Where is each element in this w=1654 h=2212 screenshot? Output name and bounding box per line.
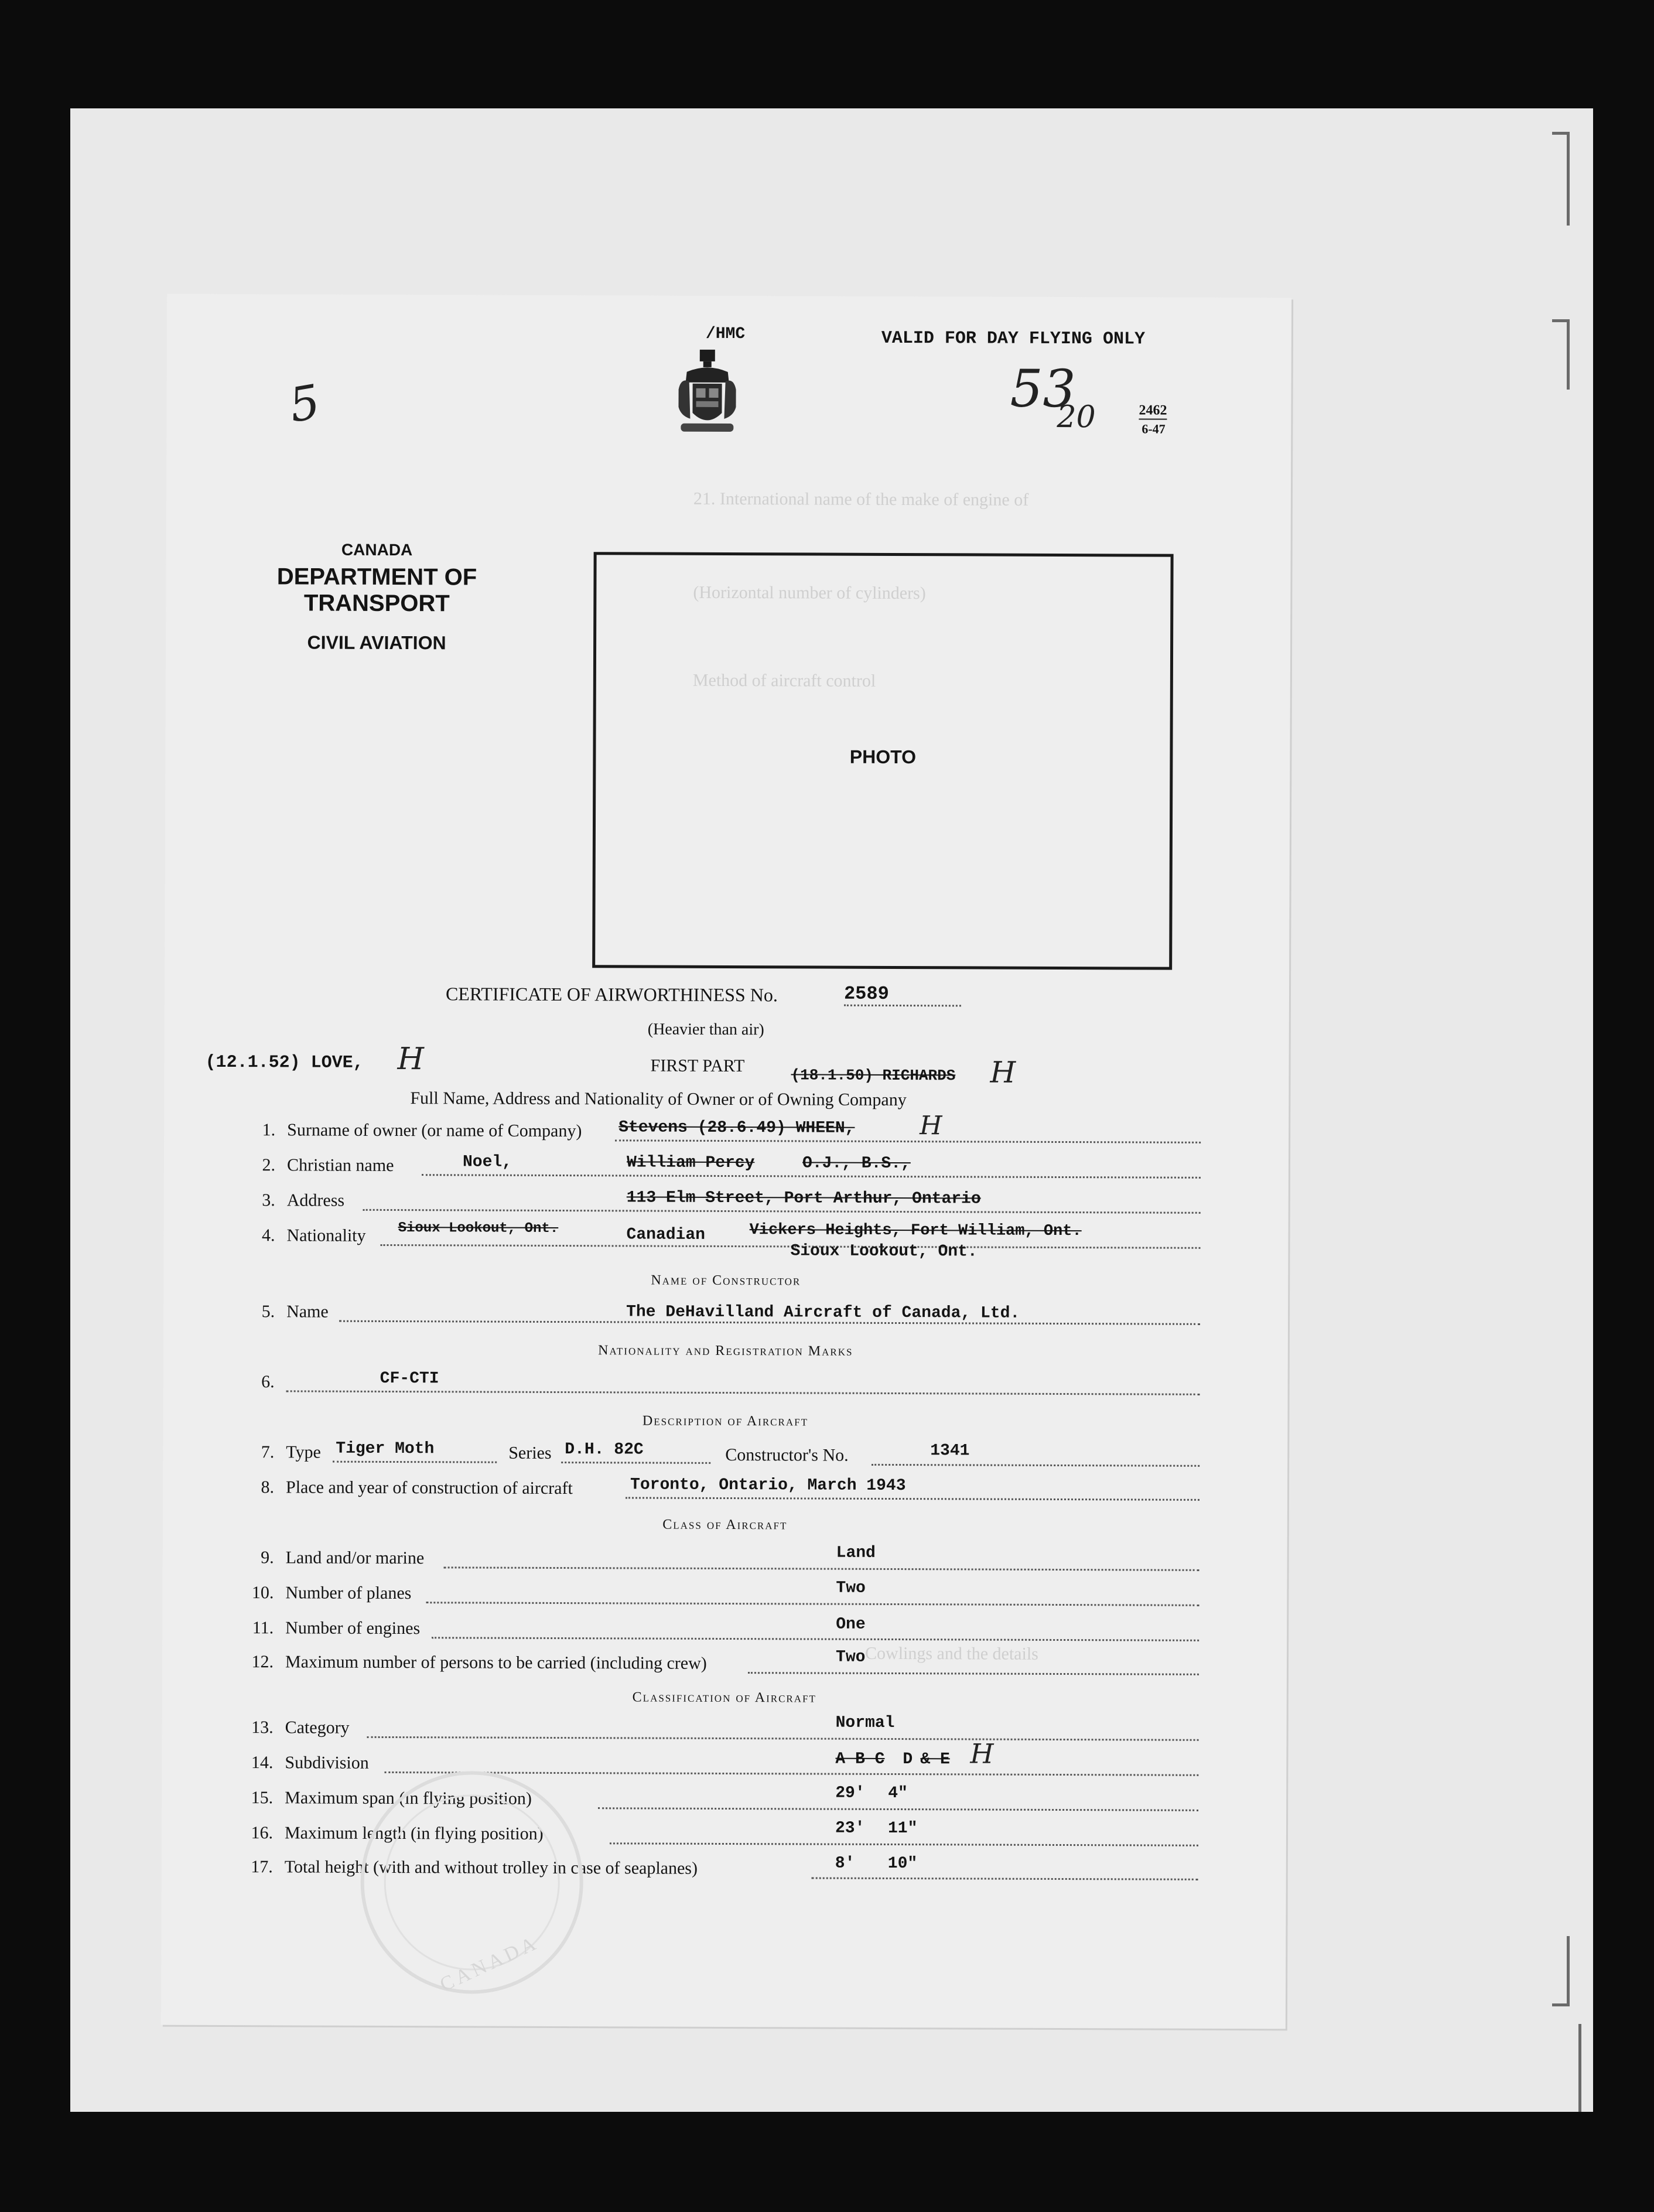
constructor-no-value: 1341 xyxy=(930,1442,970,1460)
dotted-line xyxy=(432,1620,1199,1641)
engines-label: Number of engines xyxy=(285,1618,421,1638)
dotted-line xyxy=(748,1655,1199,1675)
length-inches: 11" xyxy=(887,1819,918,1838)
subdivision-label: Subdivision xyxy=(285,1753,369,1773)
bleed-through-text: 21. International name of the make of engine of xyxy=(693,489,1029,510)
certificate-subtitle: (Heavier than air) xyxy=(647,1020,764,1039)
crop-mark-top-right xyxy=(1552,132,1570,226)
dotted-line xyxy=(367,1719,1199,1741)
photo-box xyxy=(592,552,1173,970)
bleed-through-text: (Horizontal number of cylinders) xyxy=(693,582,926,603)
owner-heading: Full Name, Address and Nationality of Owner or of Owning Company xyxy=(410,1088,907,1110)
file-reference: /HMC xyxy=(705,325,746,344)
crop-mark-bottom-right xyxy=(1570,2024,1581,2112)
field-number: 8. xyxy=(261,1477,275,1497)
previous-owner-struck: (18.1.50) RICHARDS xyxy=(791,1066,956,1085)
certificate-page xyxy=(161,294,1291,2029)
margin-handwriting: 5 xyxy=(285,374,324,433)
span-label: Maximum span (in flying position) xyxy=(285,1788,532,1808)
christian-name-struck: William Percy xyxy=(626,1153,755,1173)
nationality-value: Canadian xyxy=(626,1226,706,1244)
address-label: Address xyxy=(286,1190,345,1210)
form-date: 6-47 xyxy=(1142,421,1166,436)
address-value-struck: 113 Elm Street, Port Arthur, Ontario xyxy=(626,1189,981,1209)
field-number: 9. xyxy=(261,1548,274,1568)
dotted-line xyxy=(384,1754,1198,1776)
field-number: 7. xyxy=(261,1442,275,1462)
type-value: Tiger Moth xyxy=(336,1439,435,1459)
subdivision-initials: H xyxy=(970,1737,994,1770)
class-heading: Class of Aircraft xyxy=(662,1517,788,1533)
subdivision-struck: A B C xyxy=(835,1750,885,1769)
field-number: 17. xyxy=(251,1857,273,1877)
department-block xyxy=(271,540,483,654)
valid-for-day-flying: VALID FOR DAY FLYING ONLY xyxy=(881,328,1146,350)
height-inches: 10" xyxy=(887,1854,918,1873)
christian-name-struck-2: O.J., B.S., xyxy=(802,1154,911,1173)
field-number: 1. xyxy=(262,1120,276,1140)
nationality-struck: Sioux Lookout, Ont. xyxy=(398,1220,559,1237)
department-line-3: CIVIL AVIATION xyxy=(307,631,446,654)
field-number: 10. xyxy=(251,1583,274,1603)
crop-mark-right-mid xyxy=(1552,319,1570,390)
field-number: 5. xyxy=(261,1302,275,1322)
field-number: 6. xyxy=(261,1372,275,1392)
category-label: Category xyxy=(285,1718,350,1737)
photo-label: PHOTO xyxy=(849,746,917,768)
subdivision-struck-2: & E xyxy=(920,1750,950,1769)
field-number: 16. xyxy=(251,1823,274,1843)
stamp-text: CANADA xyxy=(436,1931,542,1996)
constructor-name-label: Name xyxy=(286,1302,329,1322)
constructor-name-value: The DeHavilland Aircraft of Canada, Ltd. xyxy=(626,1303,1020,1323)
field-number: 4. xyxy=(261,1226,275,1245)
part-initials: H xyxy=(990,1055,1016,1090)
length-feet: 23' xyxy=(835,1819,865,1838)
country-label: CANADA xyxy=(341,540,413,559)
subdivision-value: D xyxy=(903,1750,913,1769)
classification-heading: Classification of Aircraft xyxy=(632,1689,816,1706)
first-part-heading: FIRST PART xyxy=(650,1056,745,1076)
handwritten-mark: 20 xyxy=(1057,399,1096,435)
registration-value: CF-CTI xyxy=(380,1369,439,1388)
left-initials: H xyxy=(397,1042,425,1077)
department-line-2: TRANSPORT xyxy=(303,590,450,617)
certificate-number: 2589 xyxy=(844,983,961,1007)
field-number: 14. xyxy=(251,1753,274,1773)
constructor-heading: Name of Constructor xyxy=(651,1272,801,1289)
field-number: 11. xyxy=(252,1618,274,1638)
crop-mark-right-low xyxy=(1552,1936,1570,2006)
dotted-line xyxy=(872,1447,1200,1467)
field-number: 2. xyxy=(262,1155,276,1175)
persons-value: Two xyxy=(835,1648,866,1667)
form-number: 2462 xyxy=(1139,402,1167,419)
coat-of-arms-icon xyxy=(675,349,740,436)
engines-value: One xyxy=(836,1615,866,1634)
planes-value: Two xyxy=(836,1579,866,1597)
constructor-no-label: Constructor's No. xyxy=(725,1445,849,1465)
span-inches: 4" xyxy=(888,1784,908,1803)
description-heading: Description of Aircraft xyxy=(642,1413,809,1429)
dotted-line xyxy=(426,1585,1199,1606)
nationality-label: Nationality xyxy=(286,1226,366,1245)
dotted-line xyxy=(812,1861,1198,1880)
span-feet: 29' xyxy=(835,1784,865,1803)
left-note: (12.1.52) LOVE, xyxy=(205,1052,364,1073)
persons-label: Maximum number of persons to be carried (including crew) xyxy=(285,1652,707,1673)
surname-value-struck: Stevens (28.6.49) WHEEN, xyxy=(618,1118,855,1138)
department-line-1: DEPARTMENT OF xyxy=(276,564,477,590)
christian-name-label: Christian name xyxy=(286,1155,394,1176)
registration-heading: Nationality and Registration Marks xyxy=(598,1343,853,1359)
construction-place-value: Toronto, Ontario, March 1943 xyxy=(630,1476,906,1496)
land-marine-label: Land and/or marine xyxy=(285,1548,425,1568)
bleed-through-text: Method of aircraft control xyxy=(692,670,876,691)
type-label: Type xyxy=(286,1442,321,1462)
height-feet: 8' xyxy=(835,1854,855,1873)
handwritten-number: 53 xyxy=(1010,358,1076,419)
christian-name-value: Noel, xyxy=(462,1153,512,1172)
field-number: 12. xyxy=(251,1652,274,1672)
bleed-through-text: Cowlings and the details xyxy=(865,1643,1038,1664)
length-label: Maximum length (in flying position) xyxy=(284,1823,544,1844)
series-label: Series xyxy=(508,1443,552,1463)
field-number: 15. xyxy=(251,1788,274,1808)
dotted-line xyxy=(444,1549,1200,1571)
field-number: 13. xyxy=(251,1718,274,1737)
construction-place-label: Place and year of construction of aircraft xyxy=(285,1477,573,1498)
surname-label: Surname of owner (or name of Company) xyxy=(287,1120,582,1141)
field-number: 3. xyxy=(262,1190,275,1210)
series-value: D.H. 82C xyxy=(565,1440,644,1459)
planes-label: Number of planes xyxy=(285,1583,412,1603)
surname-initials: H xyxy=(920,1111,942,1141)
land-marine-value: Land xyxy=(836,1544,876,1562)
category-value: Normal xyxy=(835,1713,895,1733)
height-label: Total height (with and without trolley in case of seaplanes) xyxy=(284,1857,698,1878)
certificate-title: CERTIFICATE OF AIRWORTHINESS No. xyxy=(445,983,778,1006)
current-address: Sioux Lookout, Ont. xyxy=(790,1242,978,1261)
address-struck-2: Vickers Heights, Fort William, Ont. xyxy=(749,1221,1082,1241)
